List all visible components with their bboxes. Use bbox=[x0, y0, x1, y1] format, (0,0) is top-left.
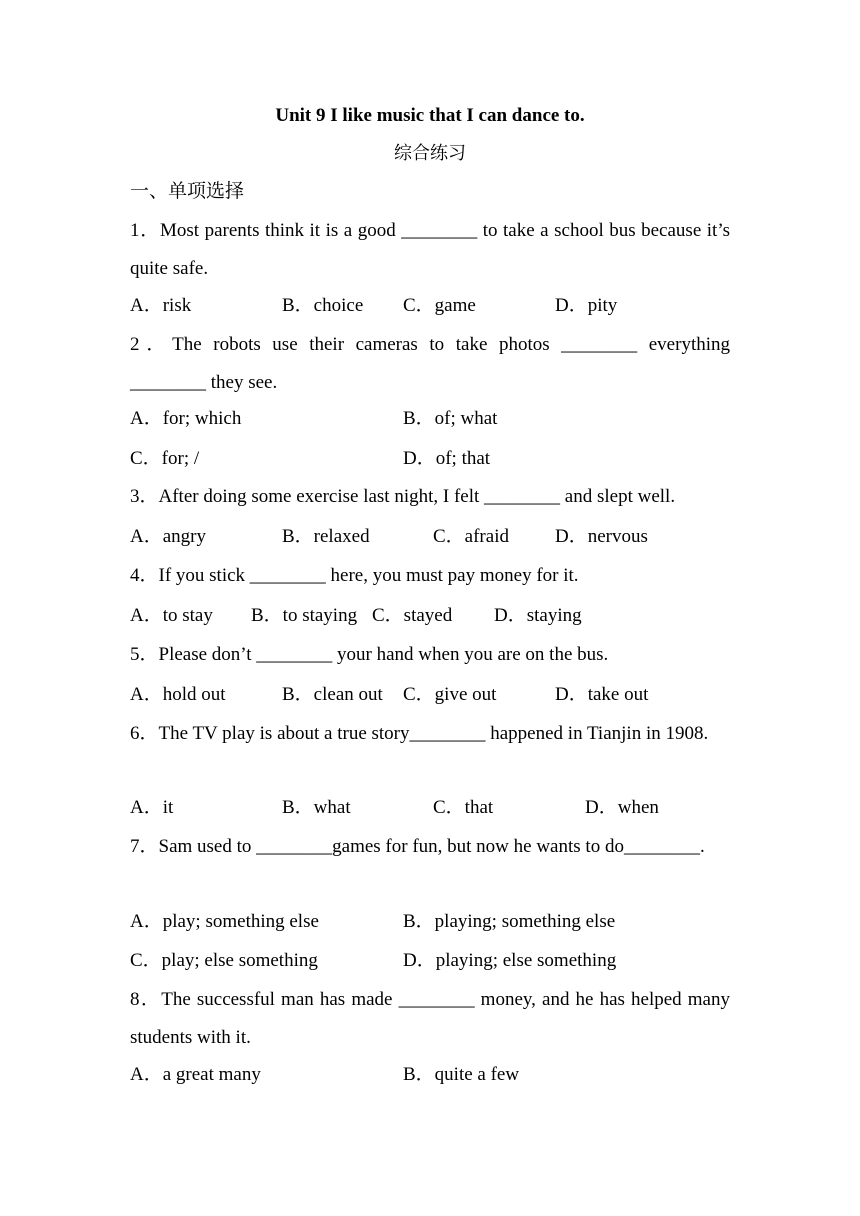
option-8-b: B．quite a few bbox=[403, 1064, 520, 1085]
option-4-a: A．to stay bbox=[130, 605, 213, 626]
option-4-d: D．staying bbox=[494, 605, 582, 626]
option-3-c: C．afraid bbox=[433, 526, 509, 547]
question-stem-3: 3．After doing some exercise last night, I felt ________ and slept well. bbox=[130, 486, 676, 507]
option-2-a: A．for; which bbox=[130, 408, 242, 429]
question-stem-6: 6．The TV play is about a true story________ happened in Tianjin in 1908. bbox=[130, 723, 709, 744]
options-row-7b bbox=[130, 949, 750, 973]
option-2-c: C．for; / bbox=[130, 448, 200, 469]
options-row-1 bbox=[130, 294, 750, 318]
question-stem-2: 2．The robots use their cameras to take photos ________ everything ________ they see. bbox=[130, 334, 730, 393]
option-1-c: C．game bbox=[403, 295, 476, 316]
question-stem-5: 5．Please don’t ________ your hand when you are on the bus. bbox=[130, 644, 609, 665]
option-5-d: D．take out bbox=[555, 684, 649, 705]
option-5-b: B．clean out bbox=[282, 684, 383, 705]
options-row-4 bbox=[130, 604, 750, 628]
option-4-b: B．to staying bbox=[251, 605, 358, 626]
option-6-a: A．it bbox=[130, 797, 174, 818]
question-stem-8: 8．The successful man has made ________ money, and he has helped many students with it. bbox=[130, 989, 730, 1048]
question-stem-4: 4．If you stick ________ here, you must pay money for it. bbox=[130, 565, 579, 586]
options-row-7a bbox=[130, 910, 750, 934]
options-row-6 bbox=[130, 796, 750, 820]
option-3-a: A．angry bbox=[130, 526, 206, 547]
option-8-a: A．a great many bbox=[130, 1064, 261, 1085]
option-5-c: C．give out bbox=[403, 684, 497, 705]
option-7-b: B．playing; something else bbox=[403, 911, 616, 932]
options-row-2a bbox=[130, 407, 750, 431]
option-7-a: A．play; something else bbox=[130, 911, 319, 932]
option-2-b: B．of; what bbox=[403, 408, 498, 429]
option-3-b: B．relaxed bbox=[282, 526, 370, 547]
option-1-a: A．risk bbox=[130, 295, 192, 316]
option-6-d: D．when bbox=[585, 797, 659, 818]
options-row-5 bbox=[130, 683, 750, 707]
options-row-3 bbox=[130, 525, 750, 549]
question-stem-7: 7．Sam used to ________games for fun, but now he wants to do________. bbox=[130, 836, 705, 857]
option-3-d: D．nervous bbox=[555, 526, 648, 547]
options-row-8 bbox=[130, 1063, 750, 1087]
section-heading: 一、单项选择 bbox=[130, 180, 245, 202]
option-1-b: B．choice bbox=[282, 295, 364, 316]
option-7-d: D．playing; else something bbox=[403, 950, 617, 971]
option-7-c: C．play; else something bbox=[130, 950, 318, 971]
option-2-d: D．of; that bbox=[403, 448, 491, 469]
option-4-c: C．stayed bbox=[372, 605, 453, 626]
option-6-c: C．that bbox=[433, 797, 494, 818]
question-stem-1: 1．Most parents think it is a good ________ to take a school bus because it’s quite safe. bbox=[130, 220, 730, 279]
option-1-d: D．pity bbox=[555, 295, 618, 316]
option-5-a: A．hold out bbox=[130, 684, 226, 705]
options-row-2b bbox=[130, 447, 750, 471]
document-title: Unit 9 I like music that I can dance to. bbox=[275, 105, 585, 126]
option-6-b: B．what bbox=[282, 797, 351, 818]
document-subtitle: 综合练习 bbox=[394, 143, 466, 164]
